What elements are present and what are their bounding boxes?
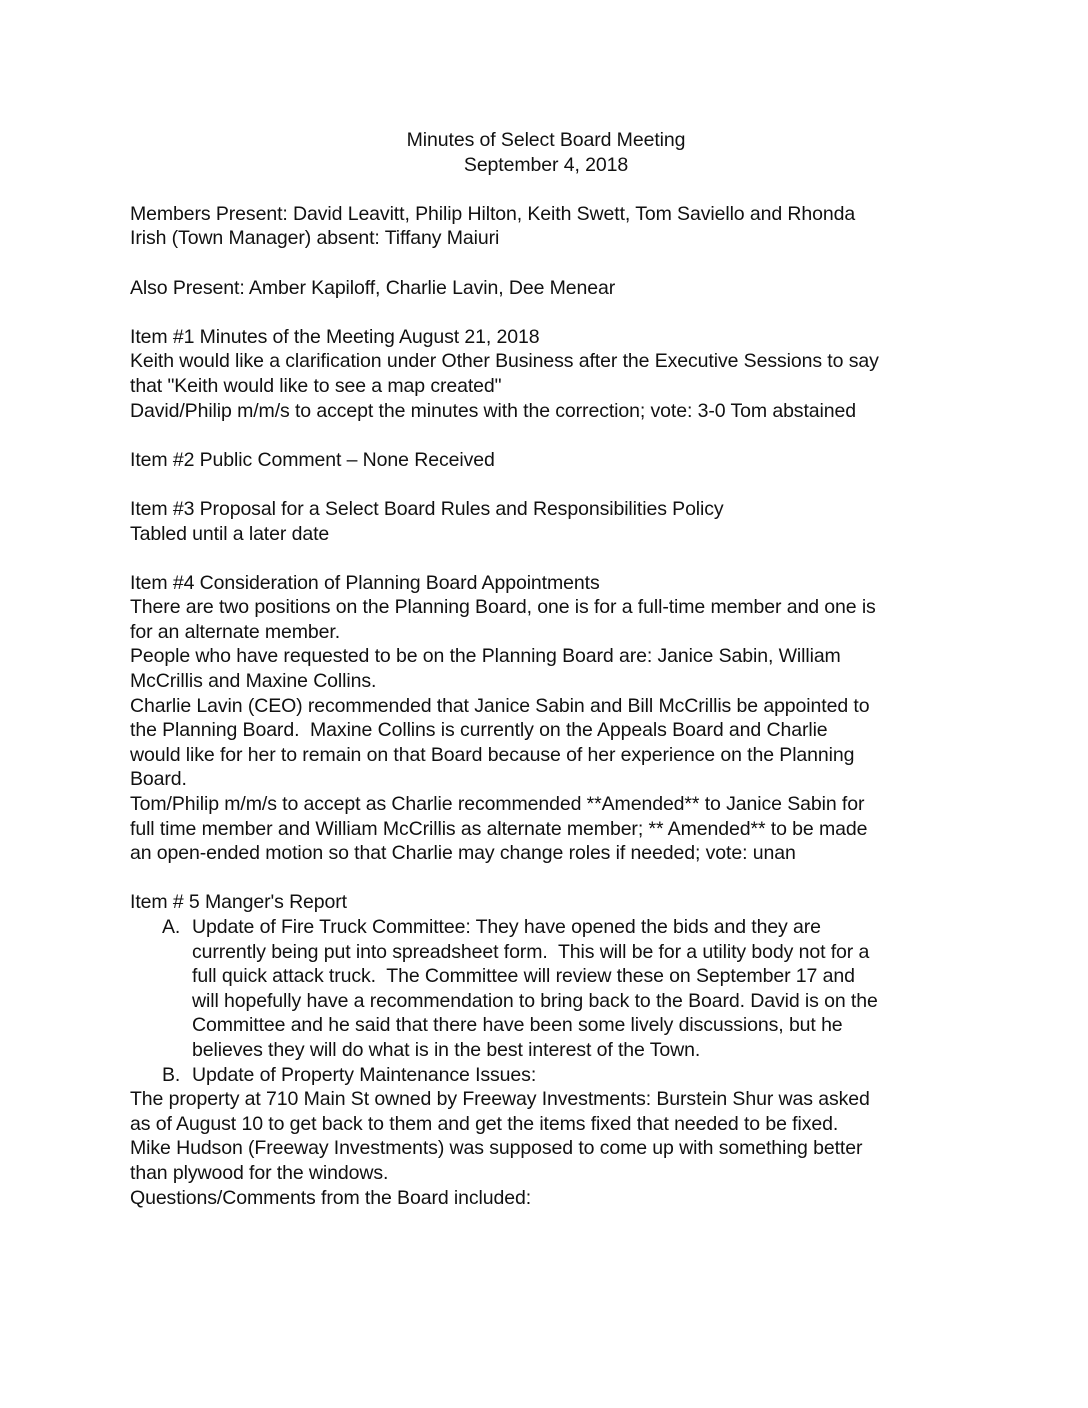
text-line: Committee and he said that there have been some lively discussions, but he <box>192 1014 843 1037</box>
item-heading: Item #1 Minutes of the Meeting August 21, 2018 <box>130 325 540 348</box>
text-line: The property at 710 Main St owned by Freeway Investments: Burstein Shur was asked <box>130 1088 870 1111</box>
list-item-a <box>130 915 962 1063</box>
text-line: Keith would like a clarification under Other Business after the Executive Sessions to say <box>130 350 879 373</box>
text-line: Irish (Town Manager) absent: Tiffany Maiuri <box>130 227 500 250</box>
item-heading: Item #3 Proposal for a Select Board Rules and Responsibilities Policy <box>130 497 724 520</box>
minutes-body <box>130 128 962 1210</box>
text-line: than plywood for the windows. <box>130 1161 389 1184</box>
spacer <box>130 251 962 276</box>
text-line: as of August 10 to get back to them and get the items fixed that needed to be fixed. <box>130 1112 839 1135</box>
text-line: Mike Hudson (Freeway Investments) was supposed to come up with something better <box>130 1137 863 1160</box>
text-line: Charlie Lavin (CEO) recommended that Janice Sabin and Bill McCrillis be appointed to <box>130 694 870 717</box>
text-line: for an alternate member. <box>130 620 341 643</box>
text-line: full time member and William McCrillis as alternate member; ** Amended** to be made <box>130 817 868 840</box>
text-line: full quick attack truck. The Committee will review these on September 17 and <box>192 965 855 988</box>
list-marker: B. <box>162 1063 181 1086</box>
item-heading: Item # 5 Manger's Report <box>130 891 348 914</box>
text-line: an open-ended motion so that Charlie may change roles if needed; vote: unan <box>130 842 796 865</box>
text-line: Update of Fire Truck Committee: They have opened the bids and they are <box>192 916 821 938</box>
meeting-date: September 4, 2018 <box>463 153 629 176</box>
text-line: Tabled until a later date <box>130 522 330 545</box>
text-line: David/Philip m/m/s to accept the minutes with the correction; vote: 3-0 Tom abstained <box>130 399 856 422</box>
text-line: Members Present: David Leavitt, Philip Hilton, Keith Swett, Tom Saviello and Rhonda <box>130 202 856 225</box>
also-present <box>130 276 962 301</box>
text-line: will hopefully have a recommendation to bring back to the Board. David is on the <box>192 989 878 1012</box>
text-line: There are two positions on the Planning Board, one is for a full-time member and one is <box>130 596 876 619</box>
spacer <box>130 546 962 571</box>
text-line: McCrillis and Maxine Collins. <box>130 670 377 693</box>
list-marker: A. <box>162 916 181 938</box>
text-line: that "Keith would like to see a map created" <box>130 374 502 397</box>
text-line: Also Present: Amber Kapiloff, Charlie Lavin, Dee Menear <box>130 276 616 299</box>
text-line: Tom/Philip m/m/s to accept as Charlie recommended **Amended** to Janice Sabin for <box>130 793 865 816</box>
spacer <box>130 177 962 202</box>
text-line: Questions/Comments from the Board included: <box>130 1186 532 1209</box>
members-present <box>130 202 962 251</box>
text-line: believes they will do what is in the best interest of the Town. <box>192 1038 701 1061</box>
item-heading: Item #2 Public Comment – None Received <box>130 448 495 471</box>
item-4 <box>130 571 962 866</box>
text-line: currently being put into spreadsheet form. This will be for a utility body not for a <box>192 940 870 963</box>
text-line: Update of Property Maintenance Issues: <box>192 1063 537 1086</box>
text-line: the Planning Board. Maxine Collins is currently on the Appeals Board and Charlie <box>130 719 828 742</box>
spacer <box>130 300 962 325</box>
document-title <box>130 128 962 177</box>
item-1 <box>130 325 962 423</box>
title-line: Minutes of Select Board Meeting <box>406 129 686 151</box>
spacer <box>130 866 962 891</box>
list-item-b <box>130 1063 962 1088</box>
item-2 <box>130 448 962 473</box>
item-5 <box>130 890 962 1210</box>
spacer <box>130 472 962 497</box>
item-3 <box>130 497 962 546</box>
item-heading: Item #4 Consideration of Planning Board Appointments <box>130 571 600 594</box>
text-line: would like for her to remain on that Board because of her experience on the Planning <box>130 743 855 766</box>
text-line: Board. <box>130 768 187 791</box>
text-line: People who have requested to be on the Planning Board are: Janice Sabin, William <box>130 645 841 668</box>
spacer <box>130 423 962 448</box>
